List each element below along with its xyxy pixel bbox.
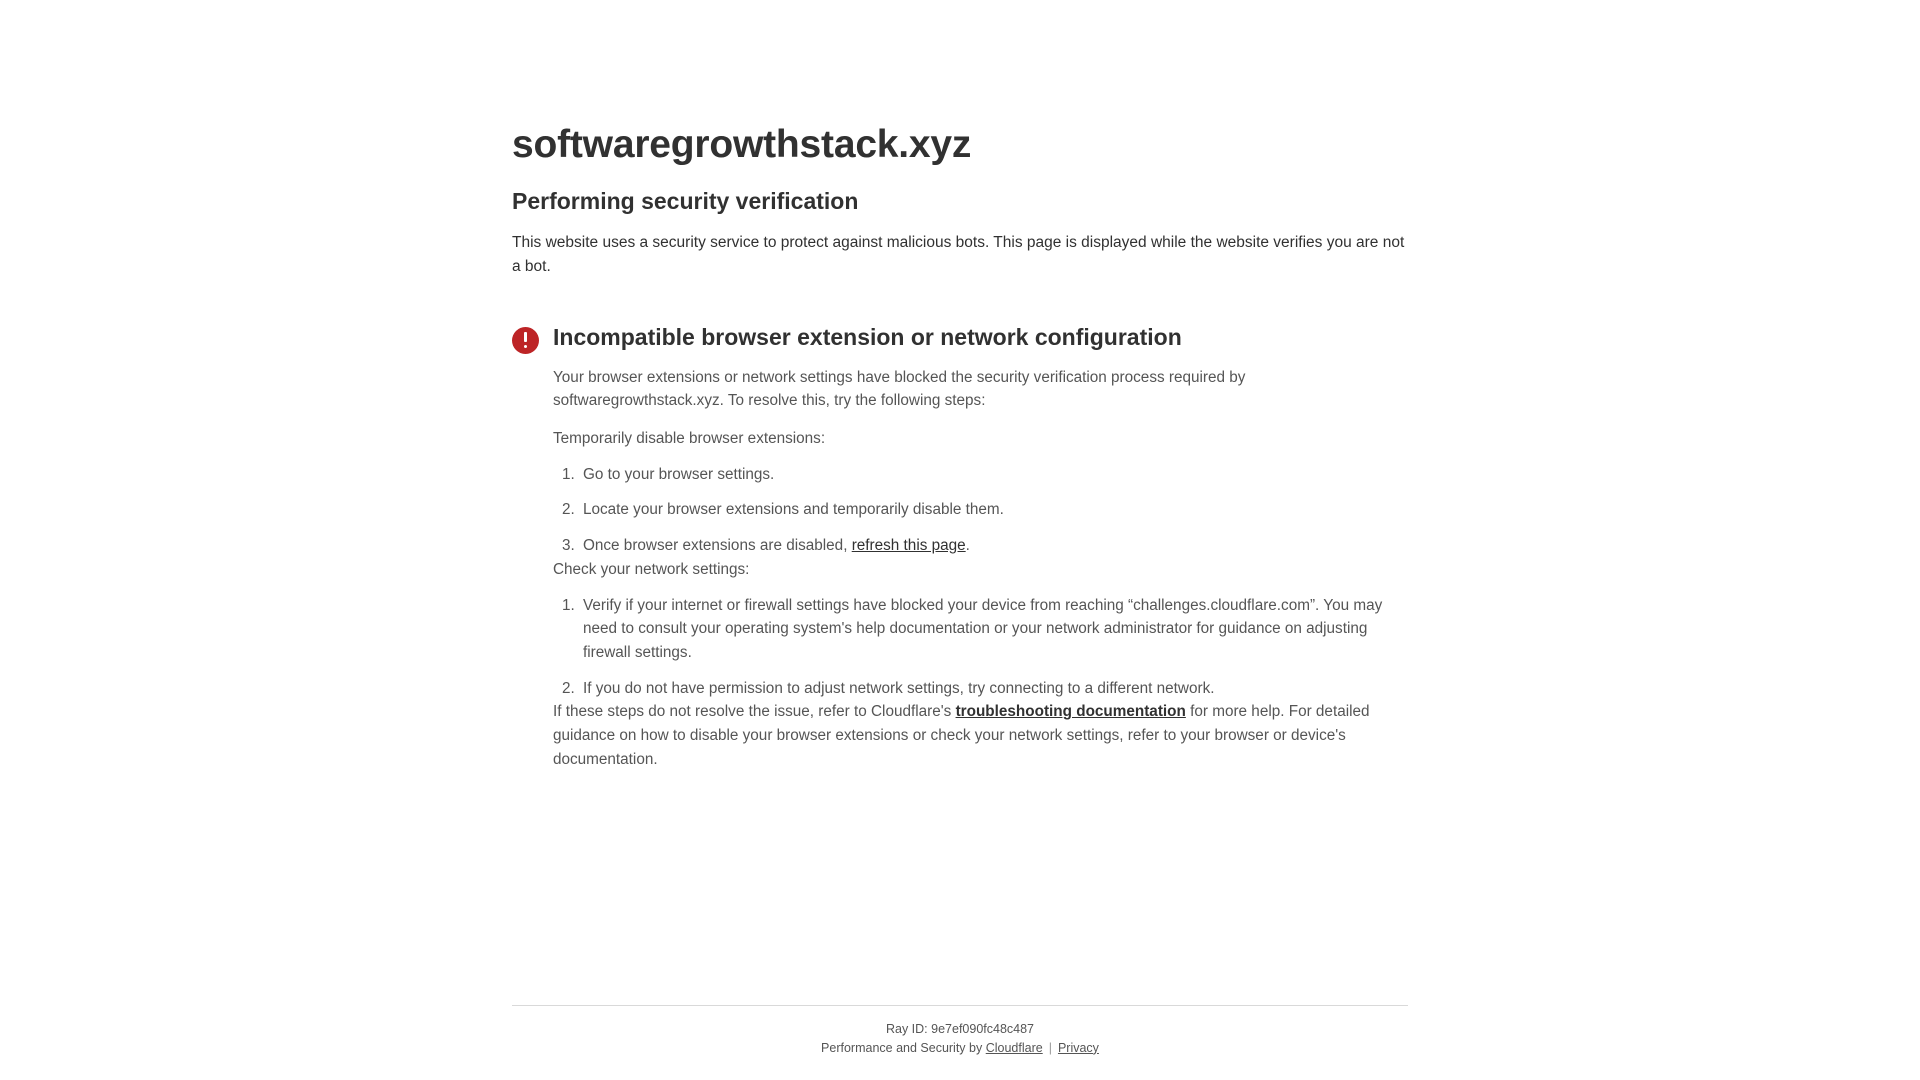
error-description: Your browser extensions or network settings have blocked the security verification process required by softwaregrowthstack.xyz. To resolve this, try the following steps:	[553, 368, 1246, 410]
extensions-heading: Temporarily disable browser extensions:	[553, 429, 826, 447]
list-item	[579, 463, 1408, 487]
closing-text-before: If these steps do not resolve the issue, refer to Cloudflare's	[553, 703, 956, 721]
footer	[512, 1005, 1408, 1058]
error-circle-icon	[512, 327, 539, 354]
list-item	[579, 498, 1408, 522]
network-heading: Check your network settings:	[553, 560, 750, 578]
footer-credit-prefix: Performance and Security by	[821, 1040, 986, 1055]
closing-text-after: for more help. For detailed guidance on how to disable your browser extensions or check your network settings, refer to your browser or device's documentation.	[553, 703, 1370, 768]
error-block	[512, 323, 1408, 772]
intro-text: This website uses a security service to protect against malicious bots. This page is displayed while the website verifies you are not a bot.	[512, 233, 1405, 275]
main-content	[512, 0, 1408, 771]
footer-credit	[512, 1039, 1408, 1058]
network-steps-list	[553, 594, 1408, 701]
footer-separator: |	[1048, 1040, 1052, 1055]
privacy-link[interactable]: Privacy	[1057, 1040, 1099, 1055]
closing-text	[553, 700, 1408, 771]
page-subtitle: Performing security verification	[512, 187, 859, 214]
step-text-after: .	[965, 537, 970, 555]
step-text: If you do not have permission to adjust network settings, try connecting to a different network.	[583, 679, 1215, 697]
error-header	[512, 323, 1408, 354]
list-item	[579, 594, 1408, 665]
refresh-page-link[interactable]: refresh this page	[851, 537, 966, 555]
page-title: softwaregrowthstack.xyz	[512, 123, 972, 166]
step-text: Locate your browser extensions and temporarily disable them.	[583, 501, 1004, 519]
extension-steps-list	[553, 463, 1408, 558]
step-text: Verify if your internet or firewall settings have blocked your device from reaching “challenges.cloudflare.com”. You may need to consult your operating system's help documentation or your network administrator for guidance on adjusting firewall settings.	[583, 596, 1383, 661]
list-item	[579, 677, 1408, 701]
cloudflare-link[interactable]: Cloudflare	[985, 1040, 1043, 1055]
step-text: Go to your browser settings.	[583, 465, 775, 483]
step-text: Once browser extensions are disabled,	[583, 537, 852, 555]
error-body	[553, 366, 1408, 772]
troubleshooting-documentation-link[interactable]: troubleshooting documentation	[955, 703, 1186, 721]
list-item	[579, 534, 1408, 558]
error-title: Incompatible browser extension or network configuration	[553, 323, 1182, 350]
ray-id: Ray ID: 9e7ef090fc48c487	[885, 1022, 1035, 1036]
